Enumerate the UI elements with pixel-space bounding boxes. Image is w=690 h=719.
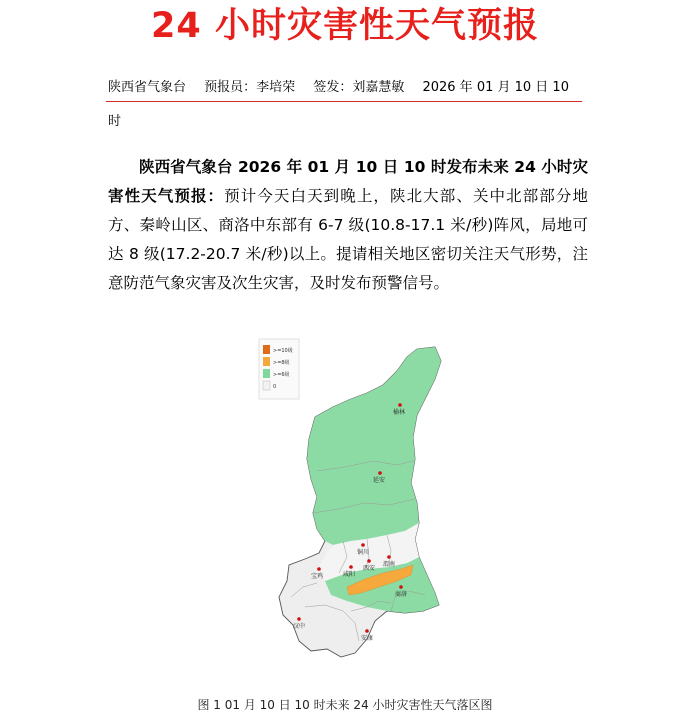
legend-swatch-8	[263, 357, 270, 366]
issuer: 签发：刘嘉慧敏	[313, 80, 405, 95]
legend-swatch-10	[263, 345, 270, 354]
city-label-ankang: 安康	[361, 635, 374, 642]
legend-label-0: 0	[273, 384, 277, 390]
city-dot-ankang	[365, 629, 369, 633]
city-label-hanzhong: 汉中	[293, 623, 306, 630]
map-svg	[255, 335, 455, 680]
city-dot-hanzhong	[297, 617, 301, 621]
map-caption: 图 1 01 月 10 日 10 时未来 24 小时灾害性天气落区图	[197, 698, 493, 712]
city-dot-weinan	[387, 555, 391, 559]
city-label-yulin: 榆林	[393, 409, 406, 416]
legend-swatch-6	[263, 369, 270, 378]
header-divider	[106, 101, 582, 102]
city-label-xian: 西安	[363, 565, 376, 572]
legend-label-8: >=8级	[273, 360, 290, 366]
city-label-yanan: 延安	[373, 477, 386, 484]
city-dot-xianyang	[349, 565, 353, 569]
legend-label-6: >=6级	[273, 372, 290, 378]
city-label-shangluo: 商洛	[395, 591, 408, 598]
city-dot-yulin	[398, 403, 402, 407]
city-label-xianyang: 咸阳	[343, 571, 356, 578]
forecast-lead: 陕西省气象台 2026 年 01 月 10 日 10 时发布未来 24 小时灾害性天气预报：	[108, 158, 588, 205]
legend-swatch-0	[263, 381, 270, 390]
map-legend	[259, 339, 299, 399]
legend-label-10: >=10级	[273, 348, 293, 354]
page-title: 24 小时灾害性天气预报	[151, 6, 539, 46]
city-label-weinan: 渭南	[383, 561, 396, 568]
city-dot-yanan	[378, 471, 382, 475]
city-dot-shangluo	[399, 585, 403, 589]
forecast-map	[255, 335, 455, 680]
city-label-baoji: 宝鸡	[311, 573, 324, 580]
header-meta	[108, 78, 582, 98]
city-dot-baoji	[317, 567, 321, 571]
zone-level-6-north	[307, 347, 441, 545]
city-dot-xian	[367, 559, 371, 563]
city-dot-tongchuan	[361, 543, 365, 547]
forecast-paragraph	[108, 153, 588, 298]
forecaster: 预报员：李培荣	[204, 80, 296, 95]
city-label-tongchuan: 铜川	[357, 549, 370, 556]
issue-date: 2026 年 01 月 10 日 10	[422, 80, 569, 95]
forecast-text: 预计今天白天到晚上，陕北大部、关中北部部分地方、秦岭山区、商洛中东部有 6-7 级(10.8-17.1 米/秒)阵风，局地可达 8 级(17.2-20.7 米/秒)以上。提请相关地区密切关注天气形势，注意防范气象灾害及次生灾害，及时发布预警信号。	[108, 187, 588, 292]
agency-name: 陕西省气象台	[108, 80, 187, 95]
issue-date-wrap: 时	[108, 114, 122, 129]
